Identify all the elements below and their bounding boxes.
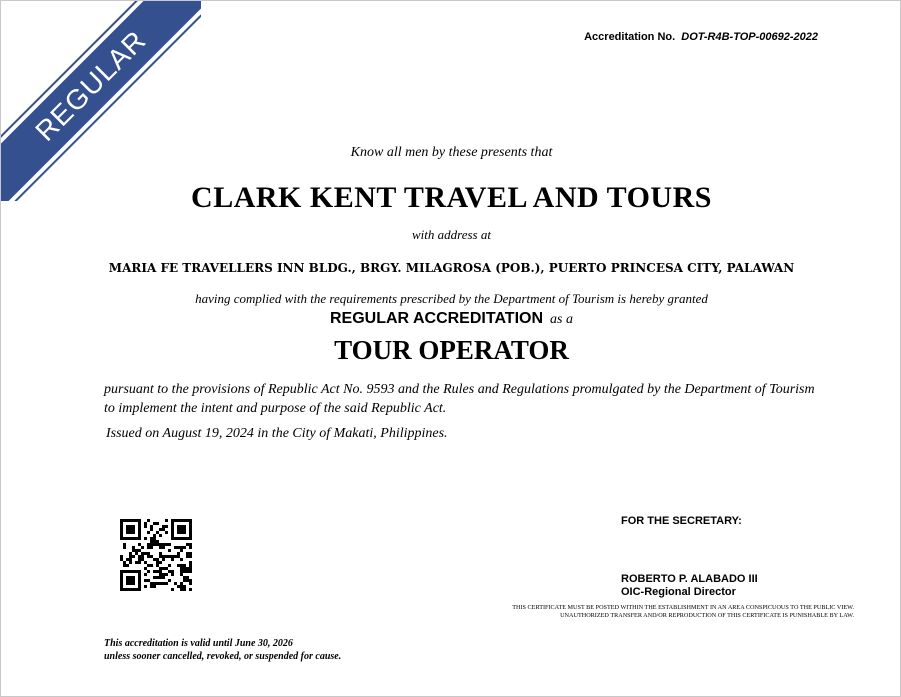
posting-notice [512, 604, 854, 620]
validity-line-2: unless sooner cancelled, revoked, or suspended for cause. [104, 651, 342, 662]
address-intro: with address at [412, 227, 491, 242]
for-secretary-label: FOR THE SECRETARY: [621, 515, 742, 527]
accreditation-type: REGULAR ACCREDITATION [330, 310, 544, 327]
notice-line-2: UNAUTHORIZED TRANSFER AND/OR REPRODUCTION OF THIS CERTIFICATE IS PUNISHABLE BY LAW. [560, 612, 854, 619]
signatory-block [621, 573, 758, 599]
accreditation-type-line [1, 310, 901, 328]
regular-banner: REGULAR [1, 1, 201, 201]
accreditation-number-line [584, 31, 818, 43]
accreditation-label: Accreditation No. [584, 31, 676, 43]
as-a-text: as a [550, 312, 573, 327]
notice-line-1: THIS CERTIFICATE MUST BE POSTED WITHIN THE ESTABLISHMENT IN AN AREA CONSPICUOUS TO THE PUBLIC VIEW. [512, 604, 854, 611]
banner-corner [1, 1, 201, 201]
business-name: CLARK KENT TRAVEL AND TOURS [191, 181, 712, 214]
qr-code-icon [120, 519, 192, 591]
operator-type: TOUR OPERATOR [334, 335, 569, 365]
validity-line-1: This accreditation is valid until June 30, 2026 [104, 638, 293, 649]
signatory-title: OIC-Regional Director [621, 586, 736, 598]
issued-text: Issued on August 19, 2024 in the City of Makati, Philippines. [106, 426, 448, 441]
pursuant-text: pursuant to the provisions of Republic Act No. 9593 and the Rules and Regulations promulgated by the Department of Tourism to implement the intent and purpose of the said Republic Act. [104, 382, 815, 416]
signatory-name: ROBERTO P. ALABADO III [621, 573, 758, 585]
business-address: MARIA FE TRAVELLERS INN BLDG., BRGY. MILAGROSA (POB.), PUERTO PRINCESA CITY, PALAWAN [108, 261, 795, 275]
intro-text: Know all men by these presents that [350, 145, 553, 160]
accreditation-number: DOT-R4B-TOP-00692-2022 [681, 31, 818, 43]
validity-note [104, 637, 341, 663]
compliance-text: having complied with the requirements prescribed by the Department of Tourism is hereby granted [195, 291, 708, 306]
